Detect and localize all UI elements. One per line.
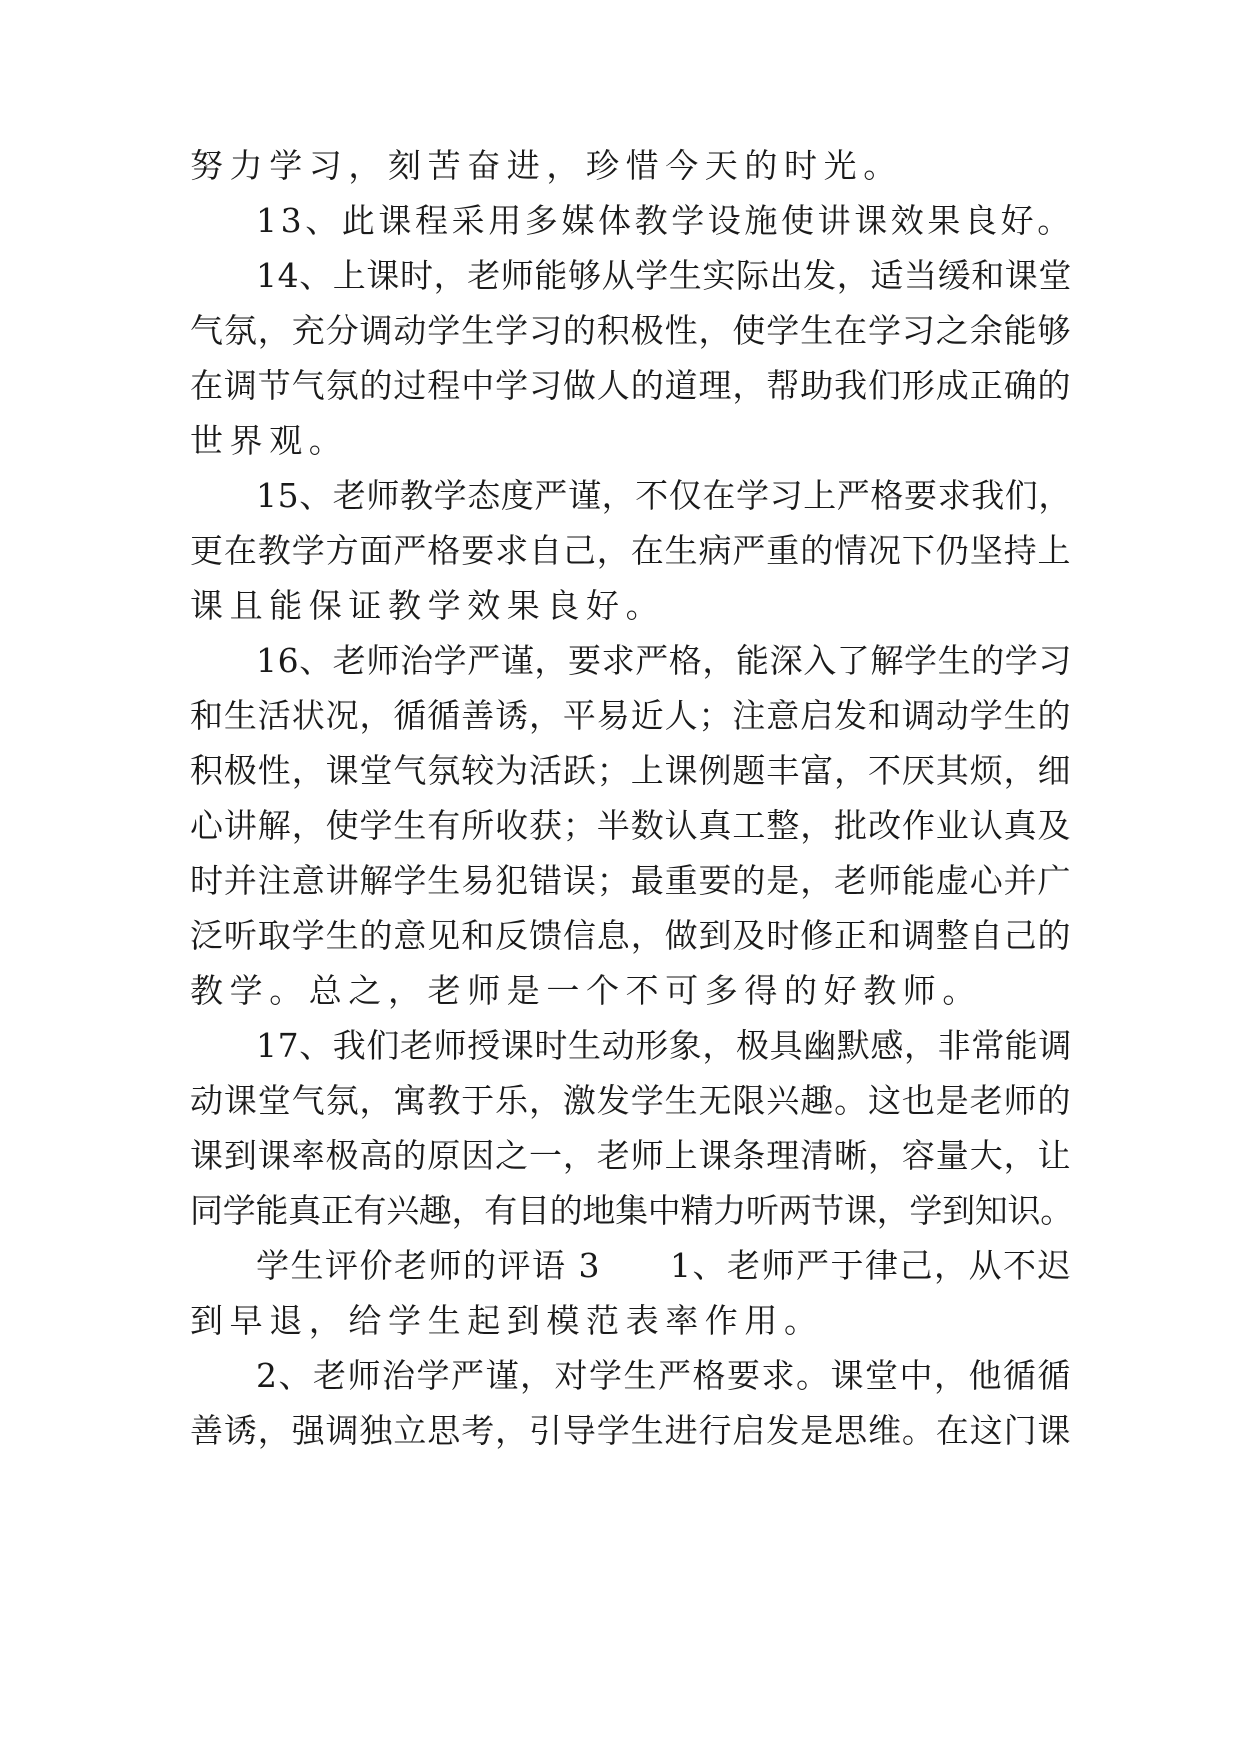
text-line: 积极性，课堂气氛较为活跃；上课例题丰富，不厌其烦，细	[190, 751, 1072, 790]
text-line: 16、老师治学严谨，要求严格，能深入了解学生的学习	[256, 641, 1072, 680]
text-line: 同学能真正有兴趣，有目的地集中精力听两节课，学到知识。	[190, 1191, 1073, 1230]
text-line: 13、此课程采用多媒体教学设施使讲课效果良好。	[256, 201, 1074, 240]
text-line: 15、老师教学态度严谨，不仅在学习上严格要求我们，	[256, 476, 1072, 515]
text-line: 更在教学方面严格要求自己，在生病严重的情况下仍坚持上	[190, 531, 1072, 570]
text-line: 时并注意讲解学生易犯错误；最重要的是，老师能虚心并广	[190, 861, 1072, 900]
text-line: 善诱，强调独立思考，引导学生进行启发是思维。在这门课	[190, 1411, 1072, 1450]
text-line: 教学。总之，老师是一个不可多得的好教师。	[190, 971, 982, 1010]
text-line: 动课堂气氛，寓教于乐，激发学生无限兴趣。这也是老师的	[190, 1081, 1072, 1120]
text-line: 到早退，给学生起到模范表率作用。	[190, 1301, 824, 1340]
text-line: 课且能保证教学效果良好。	[190, 586, 666, 625]
text-line: 气氛，充分调动学生学习的积极性，使学生在学习之余能够	[190, 311, 1072, 350]
text-line: 和生活状况，循循善诱，平易近人；注意启发和调动学生的	[190, 696, 1072, 735]
text-line: 2、老师治学严谨，对学生严格要求。课堂中，他循循	[256, 1356, 1072, 1395]
text-line: 14、上课时，老师能够从学生实际出发，适当缓和课堂	[256, 256, 1072, 295]
text-line: 学生评价老师的评语 3 1、老师严于律己，从不迟	[256, 1246, 1072, 1285]
text-line: 世界观。	[190, 421, 349, 460]
text-line: 泛听取学生的意见和反馈信息，做到及时修正和调整自己的	[190, 916, 1072, 955]
text-line: 在调节气氛的过程中学习做人的道理，帮助我们形成正确的	[190, 366, 1072, 405]
text-line: 17、我们老师授课时生动形象，极具幽默感，非常能调	[256, 1026, 1072, 1065]
text-line: 课到课率极高的原因之一，老师上课条理清晰，容量大，让	[190, 1136, 1072, 1175]
text-line: 心讲解，使学生有所收获；半数认真工整，批改作业认真及	[190, 806, 1072, 845]
text-line: 努力学习，刻苦奋进，珍惜今天的时光。	[190, 146, 903, 185]
